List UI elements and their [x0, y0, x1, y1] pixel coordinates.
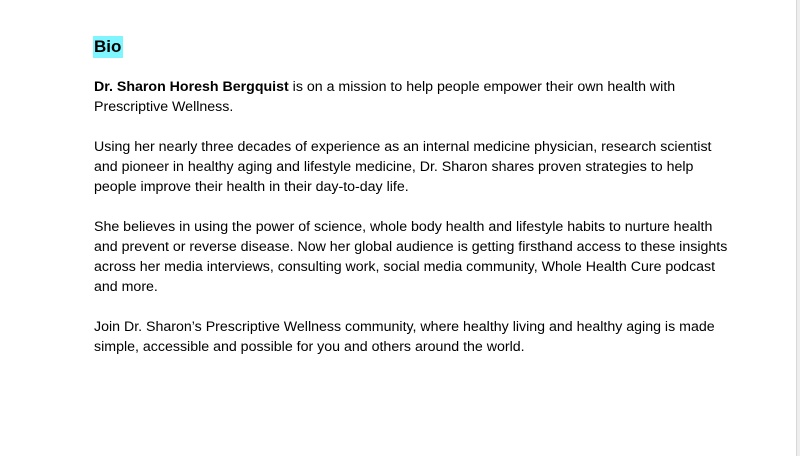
section-heading: Bio [94, 37, 122, 56]
paragraph-1-text: is on a mission to help people empower their own health with Prescriptive Wellness. [94, 79, 676, 115]
name-bold-lead: Dr. Sharon Horesh Bergquist [94, 79, 289, 95]
paragraph-1 [94, 77, 734, 117]
paragraph-4: Join Dr. Sharon’s Prescriptive Wellness community, where healthy living and healthy aging is made simple, accessible and possible for you and others around the world. [94, 319, 715, 355]
document-body [94, 36, 734, 377]
paragraph-2: Using her nearly three decades of experience as an internal medicine physician, research scientist and pioneer in healthy aging and lifestyle medicine, Dr. Sharon shares proven strategies to help people improve their health in their day-to-day life. [94, 139, 712, 195]
paragraph-3: She believes in using the power of science, whole body health and lifestyle habits to nurture health and prevent or reverse disease. Now her global audience is getting firsthand access to these insights across her media interviews, consulting work, social media community, Whole Health Cure podcast and more. [94, 219, 728, 295]
